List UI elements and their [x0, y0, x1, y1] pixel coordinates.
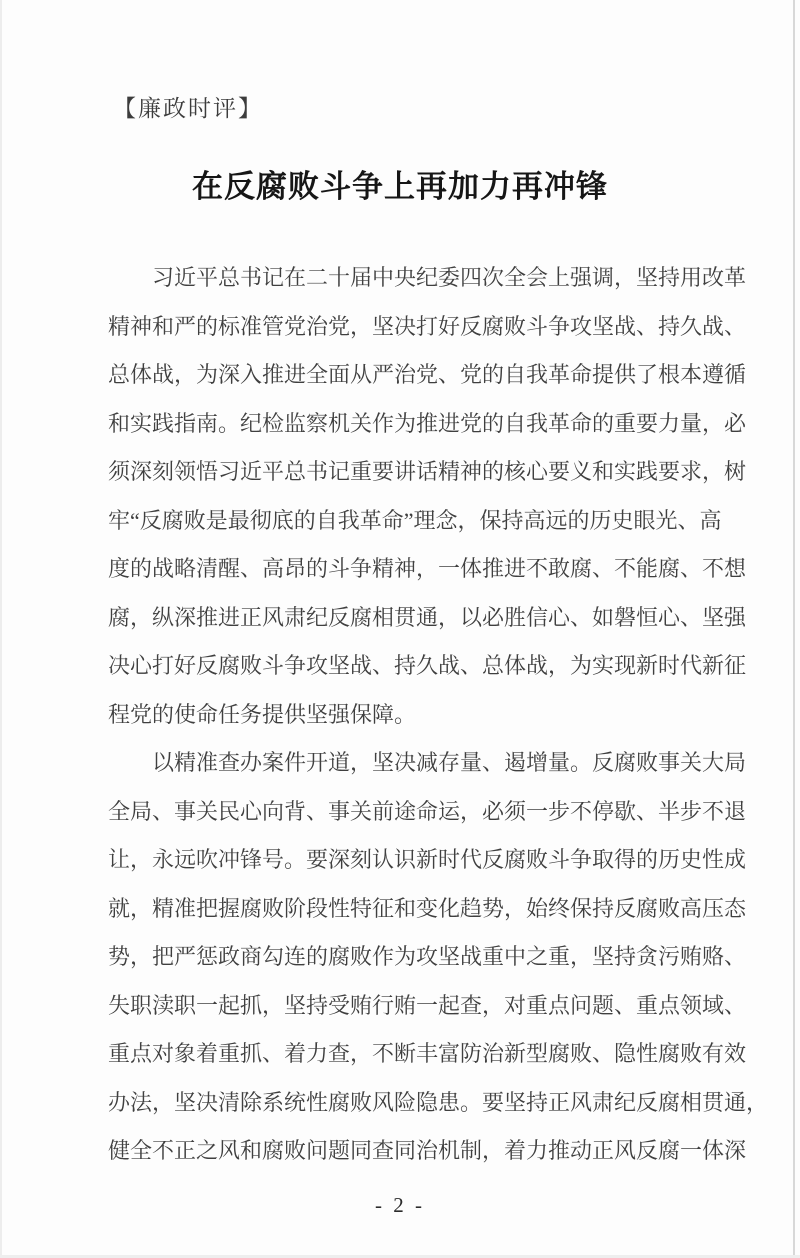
paragraph: [108, 254, 747, 739]
body-line: 全局、事关民心向背、事关前途命运，必须一步不停歇、半步不退: [108, 798, 747, 824]
body-line: 习近平总书记在二十届中央纪委四次全会上强调，坚持用改革: [152, 265, 747, 290]
body-line: 以精准查办案件开道，坚决减存量、遏增量。反腐败事关大局: [152, 750, 747, 775]
body-line: 腐，纵深推进正风肃纪反腐相贯通，以必胜信心、如磐恒心、坚强: [108, 604, 747, 630]
body-line: 办法，坚决清除系统性腐败风险隐患。要坚持正风肃纪反腐相贯通，: [108, 1089, 769, 1115]
body-line: 程党的使命任务提供坚强保障。: [108, 701, 417, 727]
body-line: 健全不正之风和腐败问题同查同治机制，着力推动正风反腐一体深: [108, 1138, 747, 1163]
page-number: - 2 -: [375, 1193, 425, 1217]
category-label: 【廉政时评】: [113, 96, 263, 121]
body-line: 失职渎职一起抓，坚持受贿行贿一起查，对重点问题、重点领域、: [108, 992, 747, 1018]
body-line: 让，永远吹冲锋号。要深刻认识新时代反腐败斗争取得的历史性成: [108, 847, 747, 872]
body-line: 总体战，为深入推进全面从严治党、党的自我革命提供了根本遵循: [108, 362, 747, 387]
body-line: 须深刻领悟习近平总书记重要讲话精神的核心要义和实践要求，树: [108, 459, 747, 484]
body-text: [108, 254, 769, 1176]
paragraph: [108, 739, 769, 1176]
body-line: 精神和严的标准管党治党，坚决打好反腐败斗争攻坚战、持久战、: [108, 313, 747, 339]
body-line: 就，精准把握腐败阶段性特征和变化趋势，始终保持反腐败高压态: [108, 895, 747, 921]
page-title: 在反腐败斗争上再加力再冲锋: [192, 169, 608, 204]
body-line: 和实践指南。纪检监察机关作为推进党的自我革命的重要力量，必: [108, 410, 747, 436]
body-line: 重点对象着重抓、着力查，不断丰富防治新型腐败、隐性腐败有效: [108, 1041, 747, 1066]
body-line: 势，把严惩政商勾连的腐败作为攻坚战重中之重，坚持贪污贿赂、: [108, 944, 747, 969]
body-line: 牢“反腐败是最彻底的自我革命”理念，保持高远的历史眼光、高: [108, 507, 722, 533]
body-line: 度的战略清醒、高昂的斗争精神，一体推进不敢腐、不能腐、不想: [108, 556, 747, 581]
body-line: 决心打好反腐败斗争攻坚战、持久战、总体战，为实现新时代新征: [108, 653, 747, 678]
